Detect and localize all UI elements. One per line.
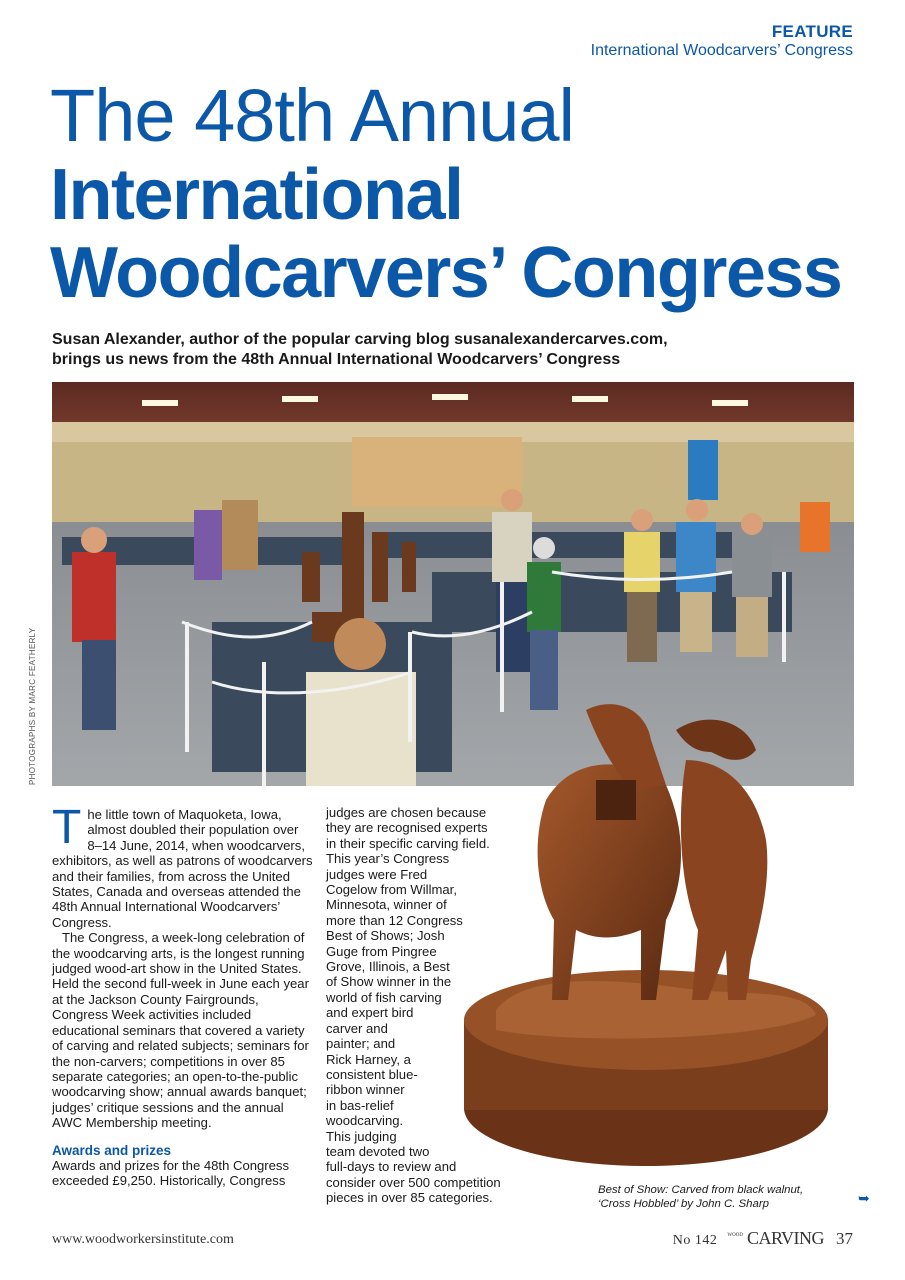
column-2-line: Cogelow from Willmar,	[326, 882, 457, 898]
column-2-line: consistent blue-	[326, 1066, 418, 1082]
section-kicker: FEATURE	[771, 22, 853, 41]
column-2-line: full-days to review and	[326, 1159, 457, 1175]
column-2-line: judges were Fred	[326, 866, 428, 882]
section-subtitle: International Woodcarvers’ Congress	[590, 42, 853, 59]
column-2-line: Grove, Illinois, a Best	[326, 959, 450, 975]
footer-folio	[673, 1228, 853, 1249]
column-2-line: team devoted two	[326, 1143, 430, 1159]
column-2-line: Best of Shows; Josh	[326, 928, 445, 944]
headline-line-1: The 48th Annual	[50, 74, 574, 157]
column-2-line: judges are chosen because	[326, 805, 487, 820]
headline-line-3: Woodcarvers’ Congress	[50, 233, 842, 313]
column-2-line: world of fish carving	[326, 989, 442, 1005]
headline	[50, 76, 870, 312]
standfirst-line-2: brings us news from the 48th Annual International Woodcarvers’ Congress	[52, 351, 621, 368]
column-2-line: This judging	[326, 1128, 397, 1144]
magazine-name-prefix: WOOD	[727, 1233, 743, 1238]
column-2-line: ribbon winner	[326, 1082, 405, 1098]
column-2-line: of Show winner in the	[326, 974, 452, 990]
caption-line-1: Best of Show: Carved from black walnut,	[598, 1184, 804, 1196]
article-column-1	[52, 801, 314, 1189]
magazine-name: CARVING	[746, 1228, 824, 1248]
column-2-line: in bas-relief	[326, 1097, 394, 1113]
column-2-line: pieces in over 85 categories.	[326, 1190, 493, 1206]
paragraph-intro	[52, 801, 314, 930]
paragraph-intro-text: he little town of Maquoketa, Iowa, almost doubled their population over 8–14 June, 2014, when woodcarvers, exhibitors, as well as patrons of woodcarvers and their families, from across the United States, Canada and overseas attended the 48th Annual International Woodcarvers’ Congress.	[52, 807, 313, 930]
column-2-line: more than 12 Congress	[326, 912, 463, 928]
caption-line-2: ‘Cross Hobbled’ by John C. Sharp	[598, 1198, 769, 1210]
standfirst-line-1: Susan Alexander, author of the popular carving blog susanalexandercarves.com,	[52, 331, 668, 348]
paragraph-congress: The Congress, a week-long celebration of the woodcarving arts, is the longest running judged wood-art show in the United States. Held the second full-week in June each year at the Jackson County Fairgrounds, Congress Week activities included educational seminars that covered a variety of carving and related subjects; seminars for the non-carvers; competitions in over 85 separate categories; an open-to-the-public woodcarving show; annual awards banquet; judges’ critique sessions and the annual AWC Membership meeting.	[52, 930, 309, 1131]
column-2-line: This year’s Congress	[326, 851, 450, 867]
section-tag	[591, 22, 853, 60]
column-2-line: carver and	[326, 1020, 388, 1036]
photo-credit: PHOTOGRAPHS BY MARC FEATHERLY	[28, 627, 37, 785]
column-2-line: Minnesota, winner of	[326, 897, 447, 913]
column-2-line: consider over 500 competition	[326, 1174, 501, 1190]
issue-number: No 142	[672, 1233, 718, 1248]
column-2-line: in their specific carving field.	[326, 835, 490, 851]
column-2-line: painter; and	[326, 1036, 396, 1052]
column-2-line: and expert bird	[326, 1005, 414, 1021]
article-column-2	[326, 805, 516, 1206]
paragraph-awards: Awards and prizes for the 48th Congress exceeded £9,250. Historically, Congress	[52, 1157, 290, 1189]
subhead-awards: Awards and prizes	[52, 1142, 172, 1158]
headline-line-2: International	[50, 155, 463, 235]
footer-url: www.woodworkersinstitute.com	[52, 1232, 234, 1247]
column-2-line: Guge from Pingree	[326, 943, 437, 959]
column-2-line: Rick Harney, a	[326, 1051, 411, 1067]
standfirst	[52, 330, 852, 370]
column-2-line: they are recognised experts	[326, 820, 488, 836]
caption	[598, 1183, 838, 1211]
column-2-line: woodcarving.	[326, 1113, 404, 1129]
dropcap: T	[52, 801, 82, 854]
page-number: 37	[836, 1229, 853, 1248]
continue-arrow-icon: ➥	[858, 1190, 870, 1206]
